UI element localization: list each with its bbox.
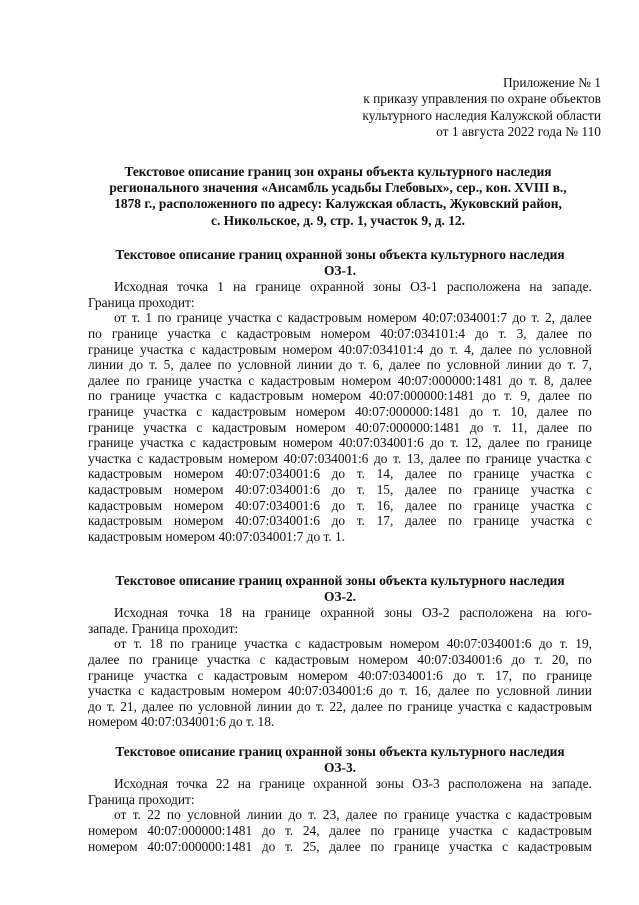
section-oz2	[88, 573, 592, 730]
body-line: линии до т. 5, далее по условной линии до т. 6, далее по условной линии до т. 7,	[88, 357, 592, 373]
body-line: номером 40:07:000000:1481 до т. 25, далее по границе участка с кадастровым	[88, 838, 592, 854]
body-line: участка с кадастровым номером 40:07:034001:6 до т. 13, далее по границе участка с	[88, 450, 592, 466]
section-heading	[88, 744, 592, 775]
section-heading	[88, 247, 592, 278]
section-heading-zone: ОЗ-3.	[324, 759, 356, 775]
title-line: Текстовое описание границ зон охраны объекта культурного наследия	[124, 164, 552, 179]
intro-line: Исходная точка 22 на границе охранной зоны ОЗ-3 расположена на западе.	[114, 776, 592, 792]
section-heading-zone: ОЗ-2.	[324, 588, 356, 604]
intro-line: Граница проходит:	[88, 791, 195, 807]
title-line: с. Никольское, д. 9, стр. 1, участок 9, д. 12.	[211, 212, 465, 228]
body-line: от т. 22 по условной линии до т. 23, далее по границе участка с кадастровым	[114, 807, 592, 823]
appendix-line: культурного наследия Калужской области	[362, 107, 601, 123]
title-line: 1878 г., расположенного по адресу: Калужская область, Жуковский район,	[114, 196, 562, 212]
appendix-block	[301, 75, 601, 141]
title-line: регионального значения «Ансамбль усадьбы Глебовых», сер., кон. XVIII в.,	[109, 180, 567, 196]
section-oz3	[88, 744, 592, 854]
intro-line: западе. Граница проходит:	[88, 620, 239, 636]
appendix-line: от 1 августа 2022 года № 110	[436, 124, 601, 140]
body-line: от т. 18 по границе участка с кадастровым номером 40:07:034001:6 до т. 19,	[114, 636, 592, 652]
body-line: номером 40:07:000000:1481 до т. 24, далее по границе участка с кадастровым	[88, 822, 592, 838]
body-line: кадастровым номером 40:07:034001:6 до т. 15, далее по границе участка с	[88, 481, 592, 497]
section-oz1	[88, 247, 592, 544]
body-line: кадастровым номером 40:07:034001:6 до т. 17, далее по границе участка с	[88, 513, 592, 529]
body-line: далее по границе участка с кадастровым номером 40:07:000000:1481 до т. 8, далее	[88, 372, 592, 388]
section-heading-line: Текстовое описание границ охранной зоны объекта культурного наследия	[115, 247, 565, 262]
body-line: кадастровым номером 40:07:034001:6 до т. 16, далее по границе участка с	[88, 497, 592, 513]
body-line: кадастровым номером 40:07:034001:7 до т. 1.	[88, 528, 346, 544]
body-line: границе участка с кадастровым номером 40:07:034001:6 до т. 12, далее по границе	[88, 435, 592, 451]
section-heading-zone: ОЗ-1.	[324, 262, 356, 278]
body-line: границе участка с кадастровым номером 40:07:034001:6 до т. 17, по границе	[88, 667, 592, 683]
section-heading-line: Текстовое описание границ охранной зоны объекта культурного наследия	[115, 744, 565, 759]
body-line: до т. 21, далее по условной линии до т. 22, далее по границе участка с кадастровым	[88, 698, 592, 714]
body-line: номером 40:07:034001:6 до т. 18.	[88, 714, 275, 730]
intro-line: Исходная точка 18 на границе охранной зоны ОЗ-2 расположена на юго-	[114, 605, 592, 621]
appendix-line: Приложение № 1	[502, 75, 601, 90]
document-title	[88, 164, 588, 229]
intro-line: Граница проходит:	[88, 294, 195, 310]
body-line: границе участка с кадастровым номером 40:07:000000:1481 до т. 10, далее по	[88, 403, 592, 419]
body-line: участка с кадастровым номером 40:07:034001:6 до т. 16, далее по условной линии	[88, 683, 592, 699]
body-line: по границе участка с кадастровым номером 40:07:034101:4 до т. 3, далее по	[88, 325, 592, 341]
intro-line: Исходная точка 1 на границе охранной зоны ОЗ-1 расположена на западе.	[114, 279, 592, 295]
section-heading-line: Текстовое описание границ охранной зоны объекта культурного наследия	[115, 573, 565, 588]
body-line: границе участка с кадастровым номером 40:07:000000:1481 до т. 11, далее по	[88, 419, 592, 435]
body-line: границе участка с кадастровым номером 40:07:034101:4 до т. 4, далее по условной	[88, 341, 592, 357]
body-line: далее по границе участка с кадастровым номером 40:07:034001:6 до т. 20, по	[88, 651, 592, 667]
section-heading	[88, 573, 592, 604]
body-line: кадастровым номером 40:07:034001:6 до т. 14, далее по границе участка с	[88, 466, 592, 482]
appendix-line: к приказу управления по охране объектов	[363, 91, 601, 107]
body-line: от т. 1 по границе участка с кадастровым номером 40:07:034001:7 до т. 2, далее	[114, 310, 592, 326]
body-line: по границе участка с кадастровым номером 40:07:000000:1481 до т. 9, далее по	[88, 388, 592, 404]
